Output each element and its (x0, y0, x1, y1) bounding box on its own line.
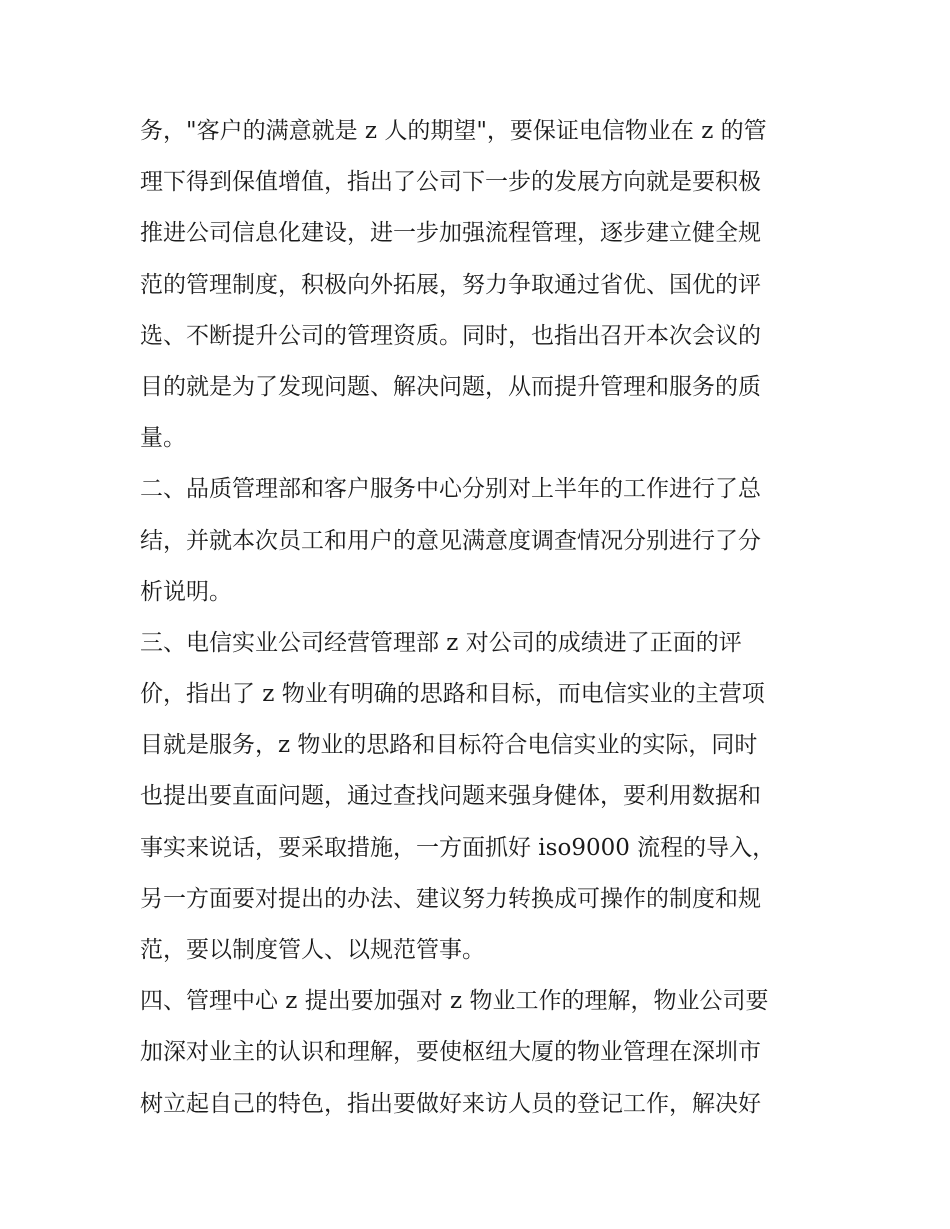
text-line: 二、品质管理部和客户服务中心分别对上半年的工作进行了总 (140, 476, 761, 503)
text-line: 另一方面要对提出的办法、建议努力转换成可操作的制度和规 (140, 885, 761, 912)
text-line: 理下得到保值增值，指出了公司下一步的发展方向就是要积极 (140, 169, 761, 196)
text-line: 树立起自己的特色，指出要做好来访人员的登记工作，解决好 (140, 1090, 761, 1117)
text-line: 推进公司信息化建设，进一步加强流程管理，逐步建立健全规 (140, 220, 761, 247)
text-line: 量。 (140, 425, 186, 452)
text-line: 加深对业主的认识和理解，要使枢纽大厦的物业管理在深圳市 (140, 1039, 761, 1066)
text-line: 析说明。 (140, 578, 232, 605)
text-line: 选、不断提升公司的管理资质。同时，也指出召开本次会议的 (140, 322, 761, 349)
text-line: 范，要以制度管人、以规范管事。 (140, 937, 485, 963)
text-line: 四、管理中心 z 提出要加强对 z 物业工作的理解，物业公司要 (140, 988, 769, 1015)
text-line: 目的就是为了发现问题、解决问题，从而提升管理和服务的质 (140, 373, 761, 400)
text-line: 结，并就本次员工和用户的意见满意度调查情况分别进行了分 (140, 527, 761, 554)
text-line: 范的管理制度，积极向外拓展，努力争取通过省优、国优的评 (140, 271, 761, 298)
text-line: 三、电信实业公司经营管理部 z 对公司的成绩进了正面的评 (140, 629, 742, 656)
text-line: 事实来说话，要采取措施，一方面抓好 iso9000 流程的导入， (140, 834, 776, 861)
text-line: 务，"客户的满意就是 z 人的期望"，要保证电信物业在 z 的管 (140, 118, 767, 144)
text-line: 目就是服务，z 物业的思路和目标符合电信实业的实际，同时 (140, 732, 758, 759)
text-line: 价，指出了 z 物业有明确的思路和目标，而电信实业的主营项 (140, 681, 765, 708)
text-line: 也提出要直面问题，通过查找问题来强身健体，要利用数据和 (140, 783, 761, 810)
document-body (140, 106, 820, 1130)
